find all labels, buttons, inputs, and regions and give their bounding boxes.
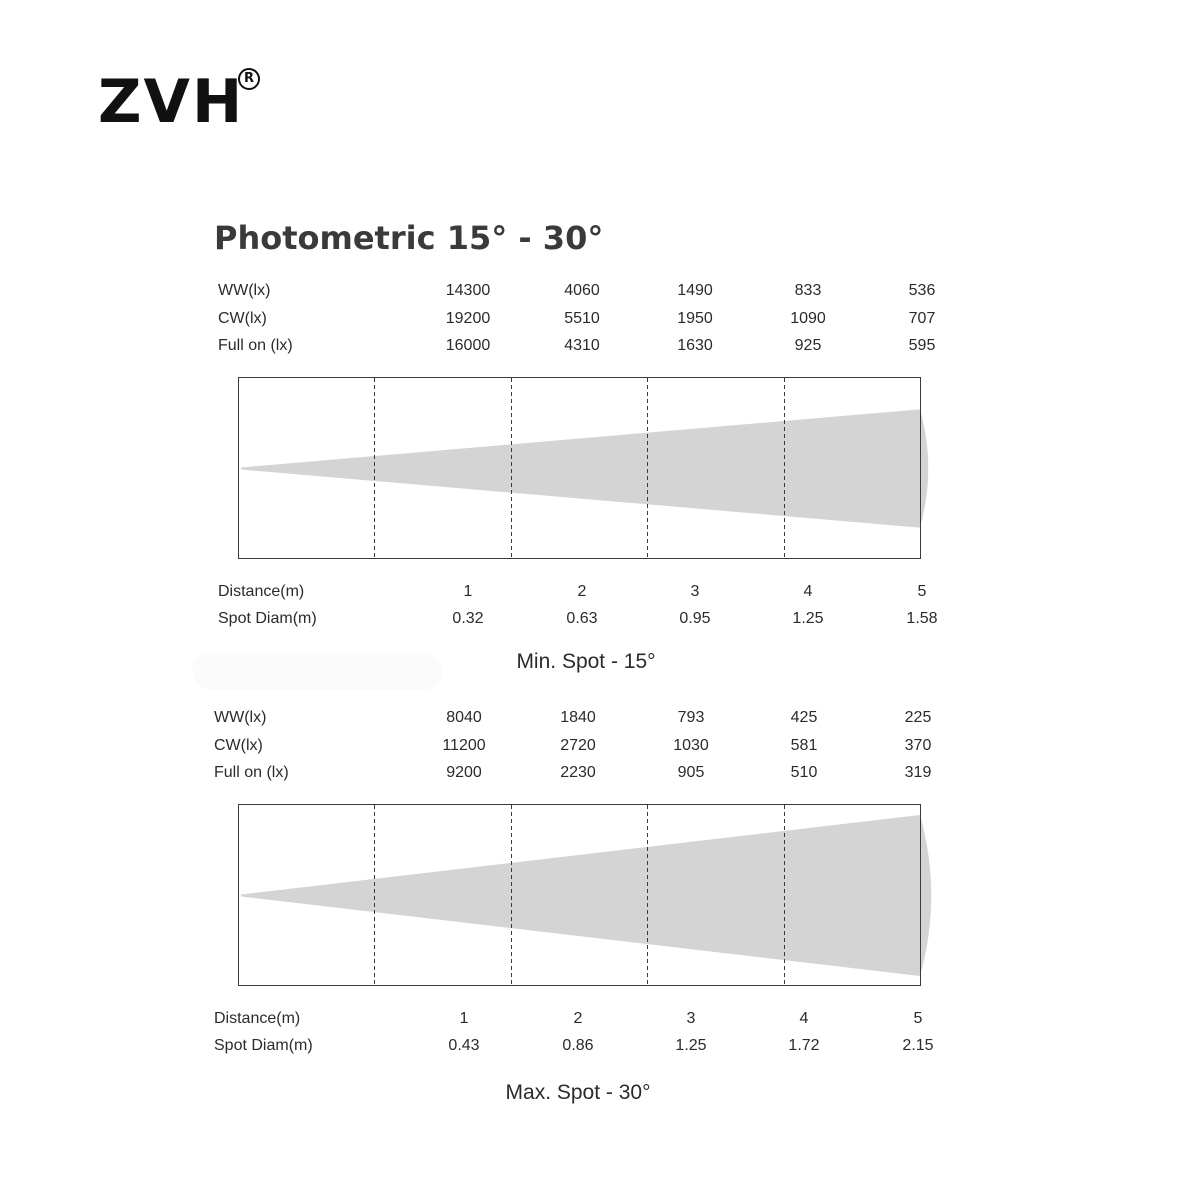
distance-value: 3 [690,583,700,600]
row-label: WW(lx) [218,282,271,299]
row-label: CW(lx) [218,310,267,327]
illuminance-value: 595 [908,337,936,354]
row-label: CW(lx) [214,737,263,754]
illuminance-value: 925 [794,337,822,354]
page-title: Photometric 15° - 30° [214,219,604,257]
spot-diameter-value: 0.43 [448,1037,480,1054]
illuminance-value: 793 [677,709,705,726]
illuminance-value: 1840 [560,709,596,726]
illuminance-value: 14300 [445,282,491,299]
illuminance-value: 1950 [677,310,713,327]
illuminance-value: 319 [904,764,932,781]
distance-value: 1 [459,1010,469,1027]
illuminance-value: 2230 [560,764,596,781]
spot-diameter-value: 2.15 [902,1037,934,1054]
spot-diameter-value: 1.25 [792,610,824,627]
distance-value: 5 [913,1010,923,1027]
illuminance-value: 225 [904,709,932,726]
illuminance-value: 370 [904,737,932,754]
illuminance-value: 1630 [677,337,713,354]
row-label: WW(lx) [214,709,267,726]
row-label: Full on (lx) [214,764,289,781]
illuminance-value: 425 [790,709,818,726]
illuminance-value: 707 [908,310,936,327]
spot-diameter-value: 0.63 [566,610,598,627]
spot-diameter-value: 0.95 [679,610,711,627]
distance-value: 4 [803,583,813,600]
illuminance-value: 510 [790,764,818,781]
illuminance-value: 19200 [445,310,491,327]
illuminance-value: 905 [677,764,705,781]
illuminance-value: 16000 [445,337,491,354]
spot-diameter-value: 1.58 [906,610,938,627]
brand-logo: ZVH [98,67,245,137]
illuminance-value: 536 [908,282,936,299]
distance-value: 1 [463,583,473,600]
illuminance-value: 11200 [442,737,486,754]
spot-diameter-value: 0.32 [452,610,484,627]
light-beam-cone [241,815,931,976]
distance-label: Distance(m) [218,583,305,600]
distance-label: Distance(m) [214,1010,301,1027]
distance-value: 4 [799,1010,809,1027]
background-smudge [192,652,442,690]
distance-value: 2 [573,1010,583,1027]
beam-diagram [238,377,950,560]
section-caption: Min. Spot - 15° [516,650,656,673]
section-caption: Max. Spot - 30° [505,1081,651,1104]
spot-diameter-value: 0.86 [562,1037,594,1054]
distance-value: 3 [686,1010,696,1027]
row-label: Full on (lx) [218,337,293,354]
illuminance-value: 8040 [446,709,482,726]
beam-diagram [238,804,950,987]
illuminance-value: 4060 [564,282,600,299]
spot-diameter-value: 1.72 [788,1037,820,1054]
distance-value: 5 [917,583,927,600]
distance-value: 2 [577,583,587,600]
illuminance-value: 833 [794,282,822,299]
spot-diameter-label: Spot Diam(m) [214,1037,313,1054]
illuminance-value: 5510 [564,310,600,327]
illuminance-value: 581 [790,737,818,754]
illuminance-value: 1030 [673,737,709,754]
illuminance-value: 1090 [790,310,826,327]
spot-diameter-label: Spot Diam(m) [218,610,317,627]
illuminance-value: 2720 [560,737,596,754]
illuminance-value: 4310 [564,337,600,354]
illuminance-value: 1490 [677,282,713,299]
light-beam-cone [241,409,928,527]
illuminance-value: 9200 [446,764,482,781]
spot-diameter-value: 1.25 [675,1037,707,1054]
registered-mark-icon: R [238,68,260,90]
